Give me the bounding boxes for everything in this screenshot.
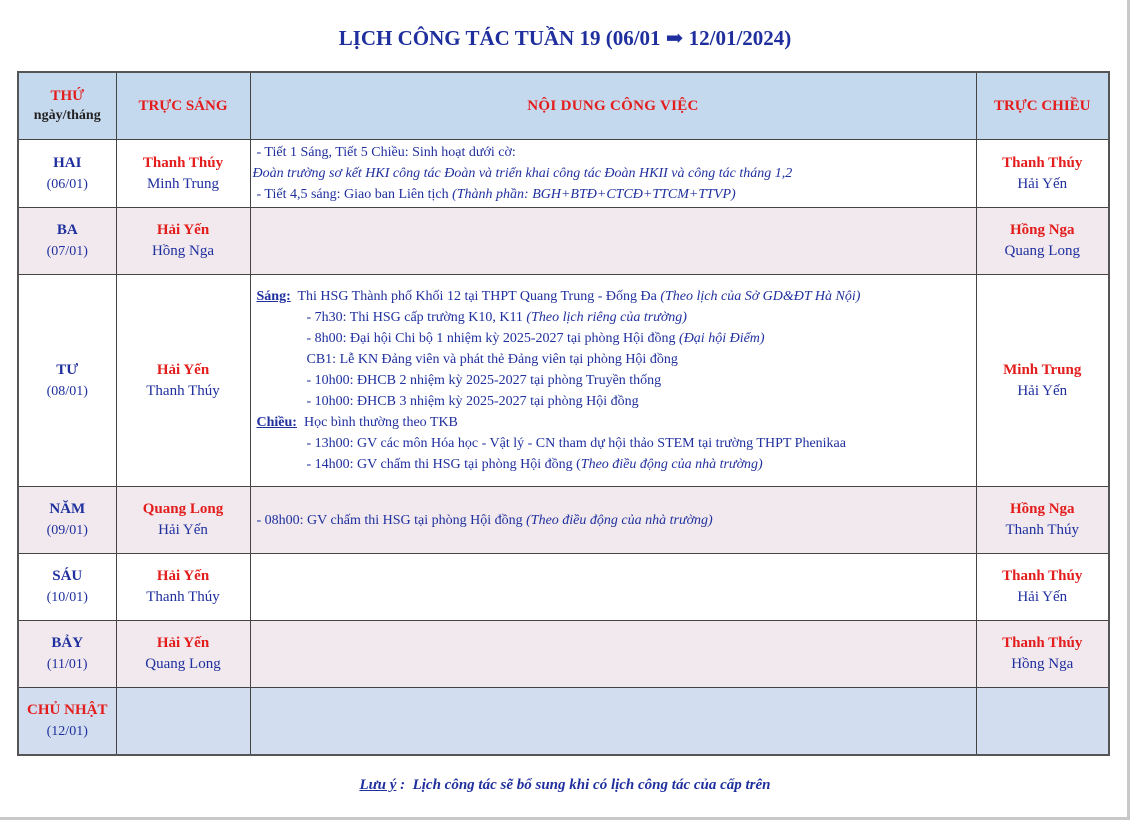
afternoon-duty-sub: Hải Yến [1017, 589, 1068, 605]
content-text: - 13h00: GV các môn Hóa học - Vật lý - CN tham dự hội thảo STEM tại trường THPT Phenikaa [306, 436, 846, 451]
table-header-row [18, 72, 1109, 140]
header-morning-duty: TRỰC SÁNG [116, 72, 250, 140]
day-cell [18, 275, 116, 487]
content-text-italic: (Theo lịch riêng của trường) [526, 310, 687, 325]
afternoon-duty-cell [976, 275, 1109, 487]
content-line [257, 454, 972, 475]
afternoon-duty-lead: Thanh Thúy [1002, 635, 1083, 651]
content-text-italic: (Thành phần: BGH+BTĐ+CTCĐ+TTCM+TTVP) [452, 187, 736, 202]
morning-duty-sub: Minh Trung [146, 175, 220, 192]
day-date: (07/01) [46, 244, 88, 259]
content-line [257, 142, 972, 163]
day-name: TƯ [56, 361, 79, 378]
morning-duty-lead: Hải Yến [156, 361, 210, 378]
afternoon-duty-sub: Hồng Nga [1011, 656, 1074, 672]
content-text-italic: (Đại hội Điểm) [679, 331, 765, 346]
note-text: : Lịch công tác sẽ bổ sung khi có lịch công tác của cấp trên [396, 777, 771, 793]
day-cell [18, 554, 116, 621]
content-text: - Tiết 1 Sáng, Tiết 5 Chiều: Sinh hoạt dưới cờ: [256, 145, 516, 160]
afternoon-duty-cell [976, 140, 1109, 208]
morning-duty-lead: Quang Long [142, 501, 224, 517]
morning-duty-cell [116, 688, 250, 755]
content-line [257, 412, 972, 433]
day-date: (12/01) [46, 723, 88, 739]
day-date: (06/01) [46, 176, 88, 192]
content-cell [250, 621, 976, 688]
day-date: (10/01) [46, 590, 88, 605]
morning-duty-cell [116, 140, 250, 208]
table-row-monday [18, 140, 1109, 208]
content-text-italic: Theo điều động của nhà trường) [580, 457, 763, 472]
day-name: NĂM [49, 501, 86, 517]
day-date: (08/01) [46, 383, 88, 399]
morning-duty-sub: Quang Long [145, 656, 221, 672]
afternoon-duty-cell [976, 621, 1109, 688]
content-line [257, 370, 972, 391]
day-name: BA [56, 222, 78, 238]
header-afternoon-duty: TRỰC CHIỀU [976, 72, 1109, 140]
content-text: - 08h00: GV chấm thi HSG tại phòng Hội đồng [256, 512, 527, 528]
afternoon-duty-lead: Thanh Thúy [1002, 568, 1083, 584]
day-name: SÁU [52, 568, 83, 584]
morning-duty-cell [116, 554, 250, 621]
morning-duty-lead: Thanh Thúy [142, 154, 224, 171]
content-line [257, 286, 972, 307]
content-cell [250, 275, 976, 487]
day-cell [18, 487, 116, 554]
section-label-afternoon: Chiều: [256, 415, 297, 430]
content-text-italic: Đoàn trường sơ kết HKI công tác Đoàn và triển khai công tác Đoàn HKII và công tác tháng 1,2 [252, 166, 793, 181]
morning-duty-cell [116, 487, 250, 554]
table-row-saturday [18, 621, 1109, 688]
content-line [257, 307, 972, 328]
content-text: CB1: Lễ KN Đảng viên và phát thẻ Đảng viên tại phòng Hội đồng [306, 352, 678, 367]
morning-duty-cell [116, 208, 250, 275]
content-cell [250, 487, 976, 554]
morning-duty-lead: Hải Yến [156, 222, 210, 238]
day-date: (11/01) [46, 657, 88, 672]
table-row-wednesday [18, 275, 1109, 487]
schedule-table [17, 71, 1110, 756]
content-text: - 7h30: Thi HSG cấp trường K10, K11 [306, 310, 527, 325]
content-text: - 10h00: ĐHCB 3 nhiệm kỳ 2025-2027 tại phòng Hội đồng [306, 394, 639, 409]
morning-duty-sub: Thanh Thúy [146, 589, 220, 605]
table-row-thursday [18, 487, 1109, 554]
header-content: NỘI DUNG CÔNG VIỆC [250, 72, 976, 140]
afternoon-duty-cell [976, 688, 1109, 755]
content-line [257, 328, 972, 349]
content-cell [250, 688, 976, 755]
afternoon-duty-lead: Hồng Nga [1009, 222, 1075, 238]
content-text: Thi HSG Thành phố Khối 12 tại THPT Quang Trung - Đống Đa [290, 289, 661, 304]
content-line [253, 163, 972, 184]
content-text-italic: (Theo lịch của Sở GD&ĐT Hà Nội) [660, 289, 861, 304]
content-cell [250, 554, 976, 621]
page-title: LỊCH CÔNG TÁC TUẦN 19 (06/01 ➡ 12/01/2024) [338, 26, 792, 50]
morning-duty-lead: Hải Yến [156, 568, 210, 584]
content-cell [250, 208, 976, 275]
header-day-label: THỨ [50, 88, 85, 104]
morning-duty-sub: Hải Yến [158, 522, 208, 538]
content-line [257, 184, 972, 205]
morning-duty-sub: Thanh Thúy [146, 382, 220, 399]
footer-note [0, 777, 1130, 794]
header-day-sub: ngày/tháng [33, 108, 101, 123]
morning-duty-lead: Hải Yến [156, 635, 210, 651]
content-line [257, 510, 972, 531]
morning-duty-sub: Hồng Nga [151, 243, 215, 259]
morning-duty-cell [116, 621, 250, 688]
afternoon-duty-lead: Hồng Nga [1009, 501, 1075, 517]
content-text-italic: (Theo điều động của nhà trường) [526, 512, 713, 528]
afternoon-duty-sub: Hải Yến [1017, 382, 1068, 399]
day-cell [18, 208, 116, 275]
afternoon-duty-cell [976, 554, 1109, 621]
table-row-tuesday [18, 208, 1109, 275]
afternoon-duty-cell [976, 487, 1109, 554]
afternoon-duty-cell [976, 208, 1109, 275]
day-date: (09/01) [46, 523, 88, 538]
content-text: - 8h00: Đại hội Chi bộ 1 nhiệm kỳ 2025-2027 tại phòng Hội đồng [306, 331, 680, 346]
afternoon-duty-sub: Quang Long [1004, 243, 1080, 259]
content-text: - 10h00: ĐHCB 2 nhiệm kỳ 2025-2027 tại phòng Truyền thống [306, 373, 662, 388]
day-name: HAI [53, 154, 82, 171]
afternoon-duty-sub: Thanh Thúy [1005, 522, 1079, 538]
table-row-friday [18, 554, 1109, 621]
afternoon-duty-sub: Hải Yến [1017, 175, 1068, 192]
day-cell [18, 621, 116, 688]
day-cell [18, 140, 116, 208]
content-text: - Tiết 4,5 sáng: Giao ban Liên tịch [256, 187, 453, 202]
day-cell [18, 688, 116, 755]
day-name: CHỦ NHẬT [27, 701, 108, 718]
morning-duty-cell [116, 275, 250, 487]
note-label: Lưu ý [359, 777, 397, 793]
day-name: BẢY [51, 635, 84, 651]
table-row-sunday [18, 688, 1109, 755]
section-label-morning: Sáng: [256, 289, 291, 304]
content-text: - 14h00: GV chấm thi HSG tại phòng Hội đồng ( [306, 457, 581, 472]
content-line [257, 433, 972, 454]
content-line [257, 391, 972, 412]
content-line [257, 349, 972, 370]
header-day [18, 72, 116, 140]
afternoon-duty-lead: Thanh Thúy [1002, 154, 1083, 171]
afternoon-duty-lead: Minh Trung [1003, 361, 1082, 378]
content-text: Học bình thường theo TKB [296, 415, 458, 430]
content-cell [250, 140, 976, 208]
